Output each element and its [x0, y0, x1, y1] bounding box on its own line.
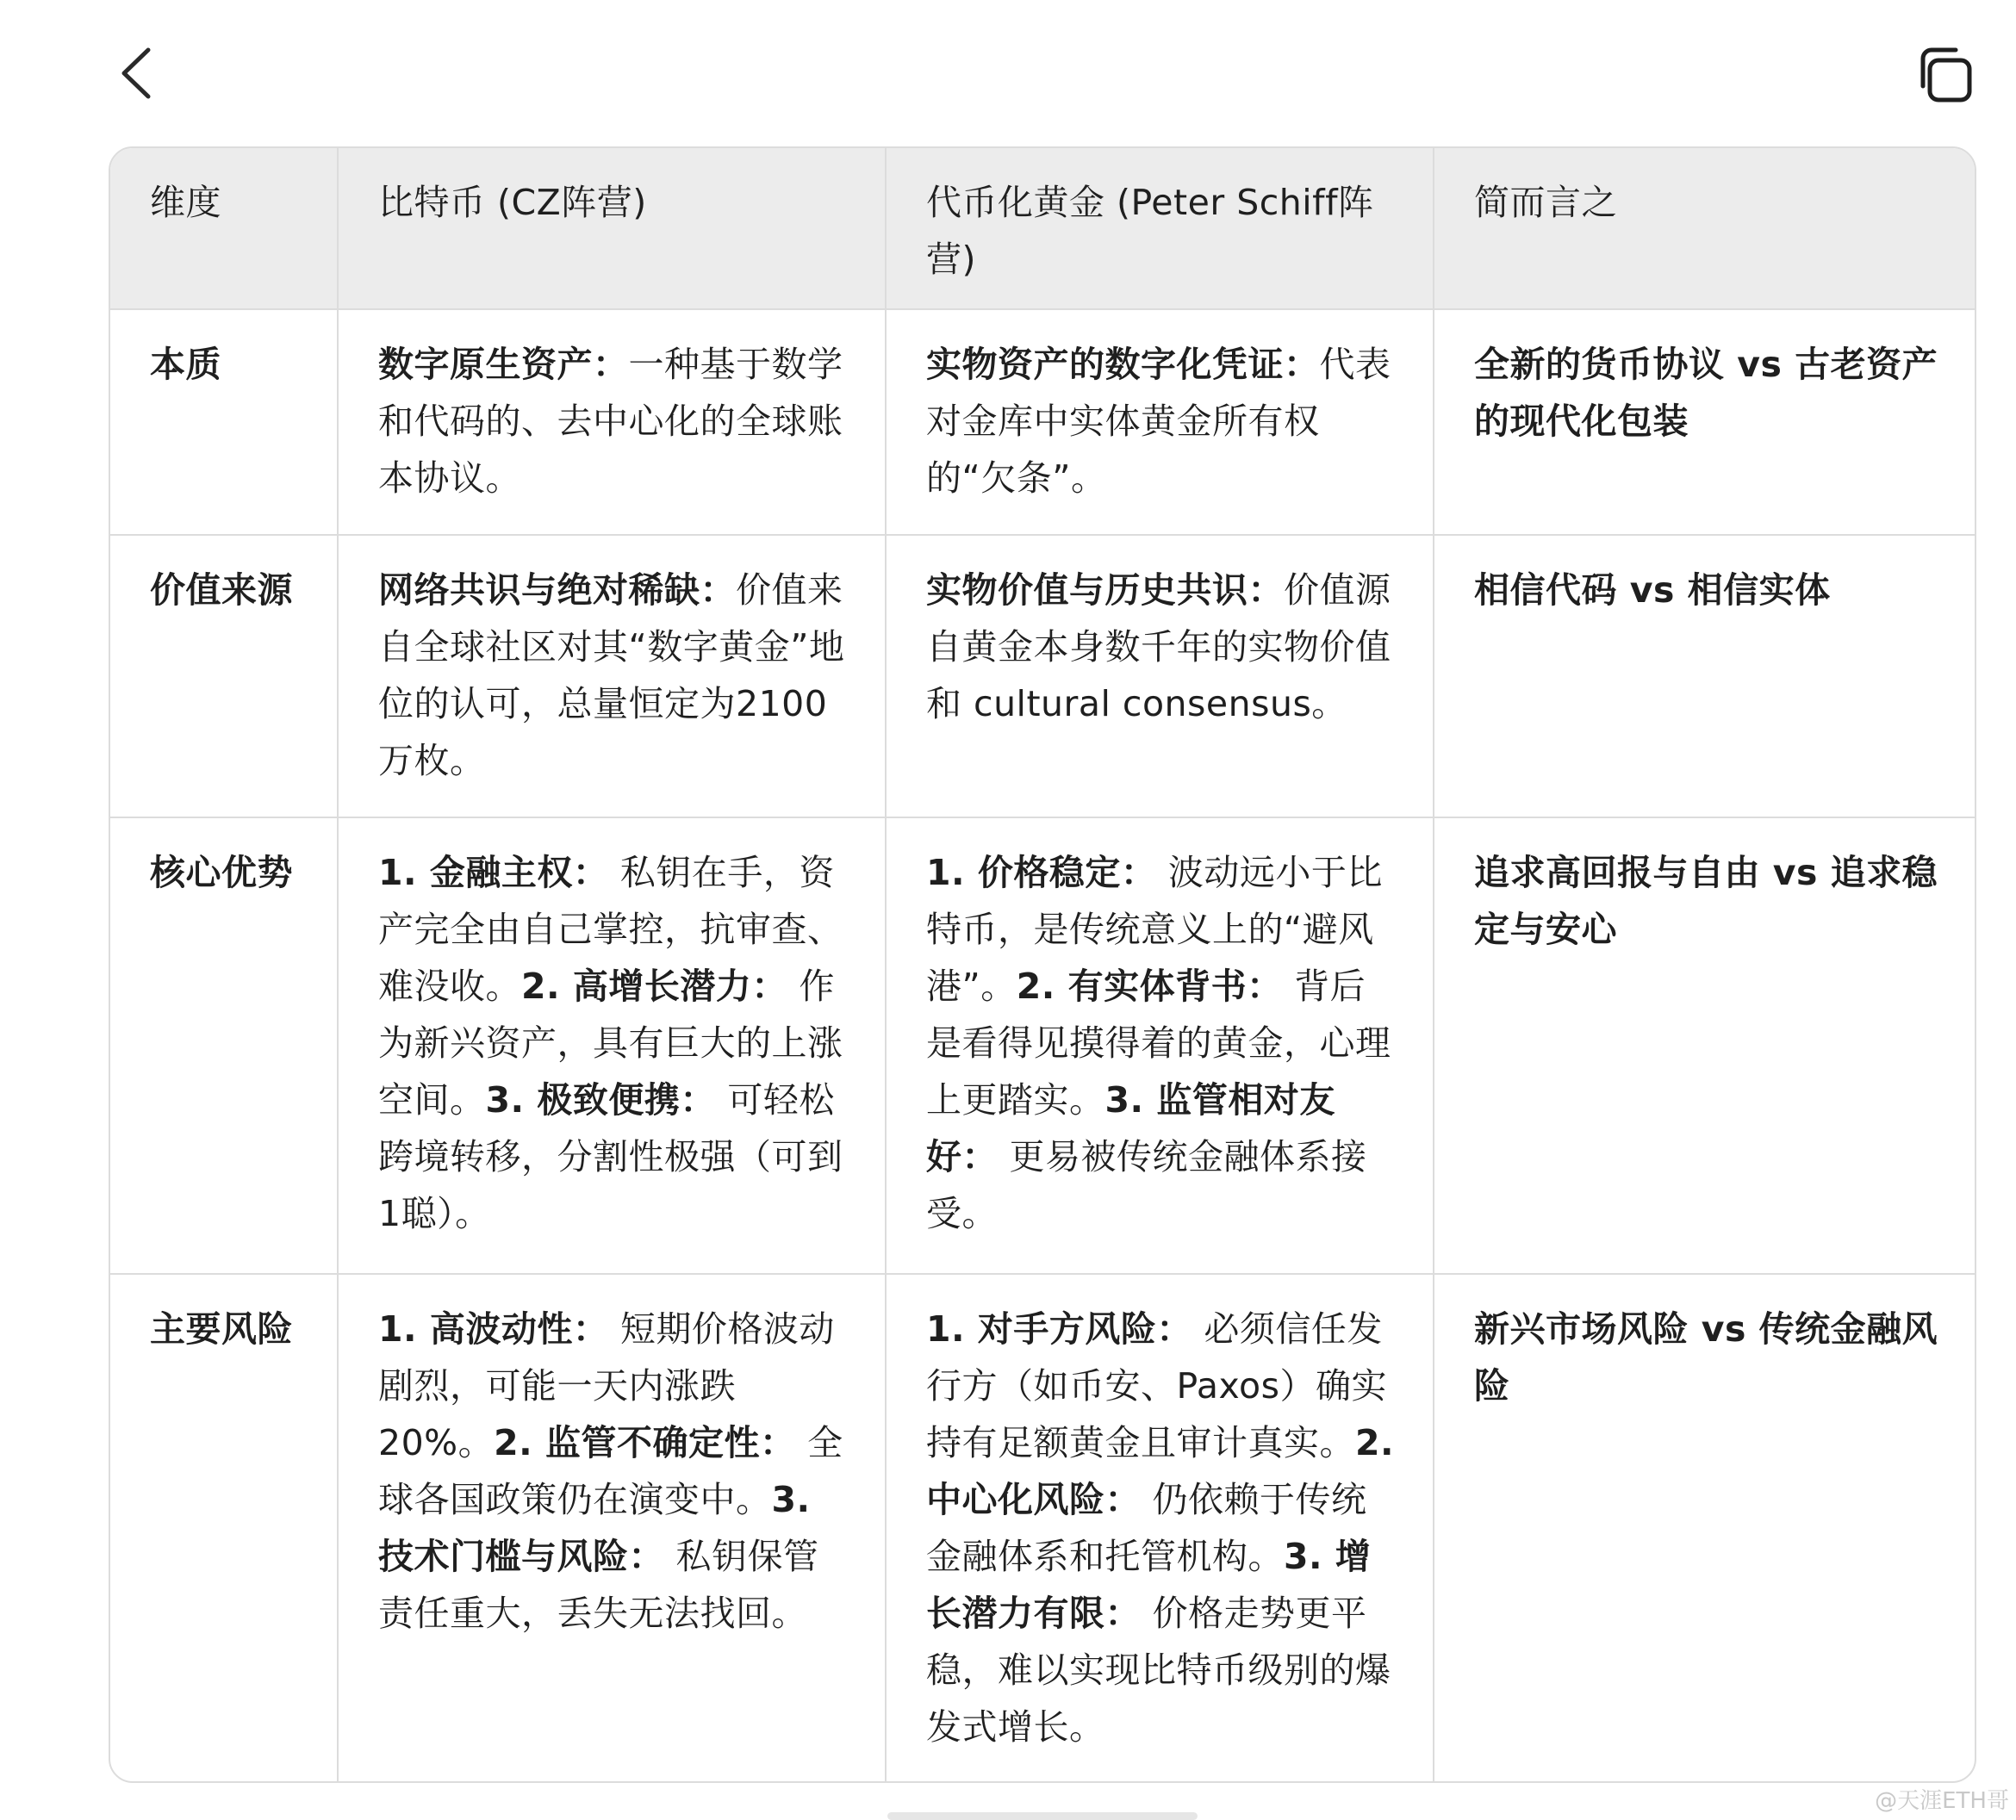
cell-text: 代表对金库中实体黄金所有权的“欠条”。: [926, 344, 1391, 499]
cell-summary: 追求高回报与自由 vs 追求稳定与安心: [1434, 817, 1975, 1274]
table-row: [110, 817, 1975, 1274]
back-button[interactable]: [102, 34, 171, 112]
comparison-table: [109, 146, 1976, 1783]
cell-bold-text: 实物价值与历史共识：: [926, 569, 1284, 611]
cell-text: 更易被传统金融体系接受。: [926, 1136, 1367, 1234]
cell-text: 作为新兴资产，具有巨大的上涨空间。: [378, 966, 843, 1121]
cell-summary: 新兴市场风险 vs 传统金融风险: [1474, 1308, 1938, 1407]
cell-bold-text: 3. 监管相对友好：: [926, 1079, 1335, 1177]
cell-bold-text: 网络共识与绝对稀缺：: [378, 569, 736, 611]
cell-bold-text: 2. 监管不确定性：: [494, 1422, 796, 1463]
cell-text: 价格走势更平稳，难以实现比特币级别的爆发式增长。: [926, 1593, 1391, 1748]
cell-bold-text: 1. 价格稳定：: [926, 852, 1157, 893]
copy-icon: [1916, 47, 1973, 103]
header-tokenized-gold: 代币化黄金 (Peter Schiff阵营): [886, 148, 1434, 309]
cell-bold-text: 2. 中心化风险：: [926, 1422, 1395, 1520]
cell-bold-text: 1. 金融主权：: [378, 852, 609, 893]
cell-bold-text: 数字原生资产：: [378, 344, 629, 385]
cell-dimension: 价值来源: [110, 535, 338, 817]
cell-summary: 相信代码 vs 相信实体: [1434, 535, 1975, 817]
cell-bold-text: 2. 有实体背书：: [1016, 966, 1283, 1007]
table-row: [110, 535, 1975, 817]
cell-summary: 全新的货币协议 vs 古老资产的现代化包装: [1434, 309, 1975, 535]
cell-text: 必须信任发行方（如币安、Paxos）确实持有足额黄金且审计真实。: [926, 1308, 1387, 1463]
cell-tokenized-gold: [886, 535, 1434, 817]
cell-tokenized-gold: [886, 1274, 1434, 1783]
cell-bitcoin: [338, 309, 886, 535]
cell-tokenized-gold: [886, 309, 1434, 535]
cell-dimension: 本质: [110, 309, 338, 535]
cell-text: 私钥保管责任重大，丢失无法找回。: [378, 1536, 819, 1634]
copy-button[interactable]: [1906, 36, 1983, 114]
table-header-row: [110, 148, 1975, 309]
cell-bitcoin: [338, 817, 886, 1274]
cell-bold-text: 3. 增长潜力有限：: [926, 1536, 1372, 1634]
cell-dimension: 主要风险: [110, 1274, 338, 1783]
cell-text: 一种基于数学和代码的、去中心化的全球账本协议。: [378, 344, 843, 499]
cell-text: 可轻松跨境转移，分割性极强（可到1聪）。: [378, 1079, 843, 1234]
home-indicator[interactable]: [887, 1812, 1198, 1820]
cell-tokenized-gold: [886, 817, 1434, 1274]
cell-text: 仍依赖于传统金融体系和托管机构。: [926, 1479, 1367, 1577]
cell-text: 私钥在手，资产完全由自己掌控，抗审查、难没收。: [378, 852, 843, 1007]
cell-text: 短期价格波动剧烈，可能一天内涨跌20%。: [378, 1308, 835, 1463]
header-dimension: 维度: [110, 148, 338, 309]
header-summary: 简而言之: [1434, 148, 1975, 309]
cell-bold-text: 3. 技术门槛与风险：: [378, 1479, 811, 1577]
cell-bitcoin: [338, 535, 886, 817]
watermark: @天涯ETH哥: [1875, 1788, 2009, 1814]
table-row: [110, 1274, 1975, 1783]
cell-dimension: 核心优势: [110, 817, 338, 1274]
cell-bold-text: 1. 对手方风险：: [926, 1308, 1192, 1350]
cell-bitcoin: [338, 1274, 886, 1783]
cell-bold-text: 实物资产的数字化凭证：: [926, 344, 1320, 385]
cell-bold-text: 2. 高增长潜力：: [521, 966, 787, 1007]
table-row: [110, 309, 1975, 535]
cell-text: 背后是看得见摸得着的黄金，心理上更踏实。: [926, 966, 1391, 1121]
cell-text: 价值来自全球社区对其“数字黄金”地位的认可，总量恒定为2100万枚。: [378, 569, 845, 781]
cell-bold-text: 3. 极致便携：: [485, 1079, 716, 1121]
cell-text: 价值源自黄金本身数千年的实物价值和 cultural consensus。: [926, 569, 1391, 724]
cell-text: 波动远小于比特币，是传统意义上的“避风港”。: [926, 852, 1383, 1007]
header-bitcoin: 比特币 (CZ阵营): [338, 148, 886, 309]
chevron-left-icon: [119, 47, 153, 100]
cell-bold-text: 1. 高波动性：: [378, 1308, 609, 1350]
cell-text: 全球各国政策仍在演变中。: [378, 1422, 843, 1520]
